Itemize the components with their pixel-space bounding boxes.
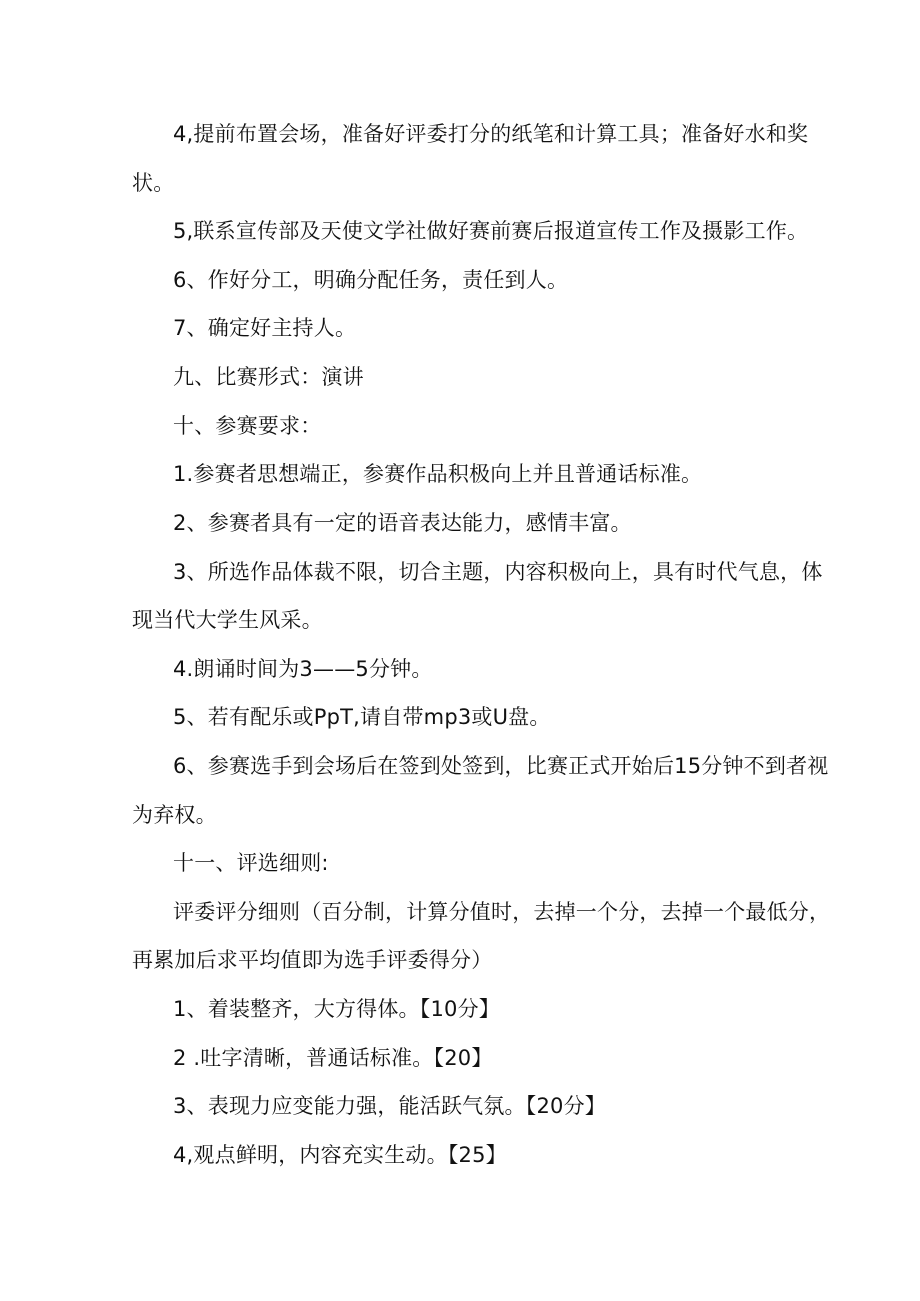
requirement-item-6-continuation: 为弃权。: [132, 803, 217, 827]
section-heading-requirements: 十、参赛要求：: [173, 414, 322, 438]
section-heading-competition-format: 九、比赛形式：演讲: [173, 365, 364, 389]
requirement-item-6: 6、参赛选手到会场后在签到处签到，比赛正式开始后15分钟不到者视: [173, 754, 829, 778]
paragraph-item-4-prepare-venue: 4,提前布置会场，准备好评委打分的纸笔和计算工具；准备好水和奖: [173, 122, 809, 146]
paragraph-item-4-continuation: 状。: [132, 171, 175, 195]
requirement-item-2: 2、参赛者具有一定的语音表达能力，感情丰富。: [173, 511, 632, 535]
paragraph-item-5-publicity: 5,联系宣传部及天使文学社做好赛前赛后报道宣传工作及摄影工作。: [173, 219, 809, 243]
criterion-item-2: 2 .吐字清晰，普通话标准。【20】: [173, 1046, 493, 1070]
section-heading-judging-rules: 十一、评选细则:: [173, 851, 329, 875]
judging-rules-intro-continuation: 再累加后求平均值即为选手评委得分）: [132, 948, 493, 972]
criterion-item-1: 1、着装整齐，大方得体。【10分】: [173, 997, 500, 1021]
criterion-item-4: 4,观点鲜明，内容充实生动。【25】: [173, 1143, 507, 1167]
judging-rules-intro: 评委评分细则（百分制，计算分值时，去掉一个分，去掉一个最低分，: [173, 900, 831, 924]
paragraph-item-7-host: 7、确定好主持人。: [173, 316, 357, 340]
requirement-item-1: 1.参赛者思想端正，参赛作品积极向上并且普通话标准。: [173, 462, 703, 486]
paragraph-item-6-division-of-work: 6、作好分工，明确分配任务，责任到人。: [173, 268, 569, 292]
requirement-item-3: 3、所选作品体裁不限，切合主题，内容积极向上，具有时代气息，体: [173, 560, 823, 584]
criterion-item-3: 3、表现力应变能力强，能活跃气氛。【20分】: [173, 1094, 606, 1118]
requirement-item-5: 5、若有配乐或PpT,请自带mp3或U盘。: [173, 705, 551, 729]
requirement-item-4: 4.朗诵时间为3——5分钟。: [173, 657, 433, 681]
requirement-item-3-continuation: 现当代大学生风采。: [132, 608, 323, 632]
